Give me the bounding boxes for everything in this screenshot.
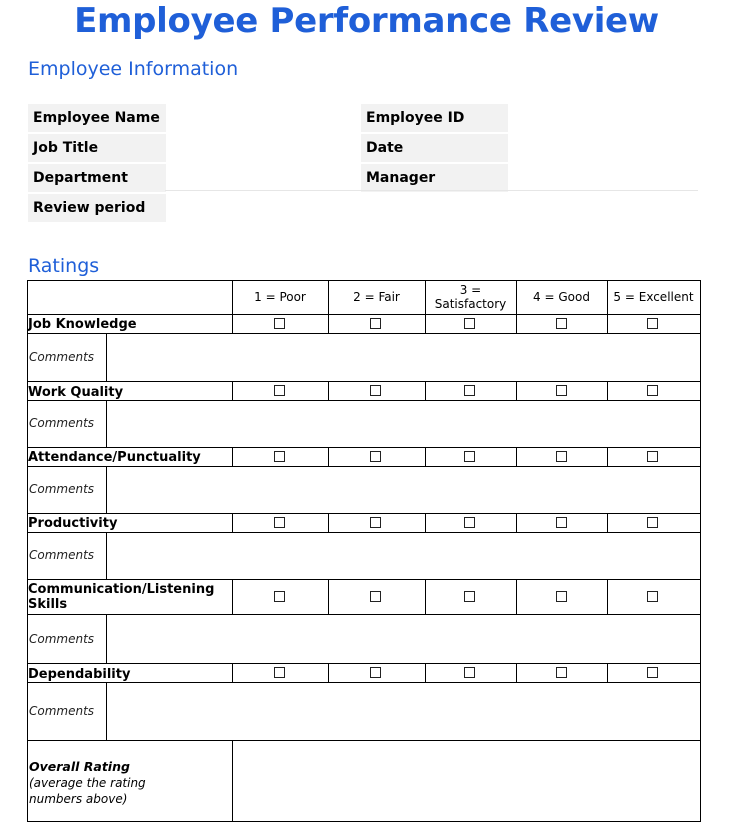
overall-rating-field[interactable]	[233, 742, 699, 820]
table-rule	[607, 579, 608, 614]
table-rule	[328, 447, 329, 466]
table-rule	[27, 740, 700, 741]
comments-field-job-knowledge[interactable]	[107, 334, 699, 381]
label-department: Department	[28, 164, 166, 192]
table-rule	[27, 579, 700, 580]
checkbox-attendance-5[interactable]	[647, 451, 658, 462]
table-rule	[425, 381, 426, 400]
checkbox-dependability-5[interactable]	[647, 667, 658, 678]
table-rule	[232, 381, 233, 400]
table-rule	[328, 579, 329, 614]
checkbox-work-quality-1[interactable]	[274, 385, 285, 396]
comments-label-communication: Comments	[29, 632, 95, 646]
comments-label-attendance: Comments	[29, 482, 95, 496]
table-rule	[27, 663, 700, 664]
table-rule	[425, 447, 426, 466]
table-rule	[27, 280, 28, 822]
checkbox-job-knowledge-1[interactable]	[274, 318, 285, 329]
info-divider	[165, 190, 698, 191]
checkbox-productivity-1[interactable]	[274, 517, 285, 528]
scale-2-header: 2 = Fair	[353, 290, 400, 304]
employee-information-heading: Employee Information	[28, 58, 239, 80]
checkbox-productivity-5[interactable]	[647, 517, 658, 528]
label-employee-name: Employee Name	[28, 104, 166, 132]
comments-field-communication[interactable]	[107, 615, 699, 663]
table-rule	[27, 314, 700, 315]
table-rule	[425, 513, 426, 532]
label-manager: Manager	[361, 164, 508, 192]
criterion-dependability: Dependability	[28, 667, 131, 682]
checkbox-job-knowledge-4[interactable]	[556, 318, 567, 329]
checkbox-job-knowledge-5[interactable]	[647, 318, 658, 329]
checkbox-work-quality-5[interactable]	[647, 385, 658, 396]
table-rule	[328, 381, 329, 400]
table-rule	[516, 663, 517, 682]
scale-1-header: 1 = Poor	[254, 290, 306, 304]
table-rule	[27, 447, 700, 448]
table-rule	[232, 579, 233, 614]
table-rule	[232, 447, 233, 466]
page-title: Employee Performance Review	[74, 1, 659, 41]
scale-3-header: 3 = Satisfactory	[434, 283, 507, 311]
checkbox-dependability-1[interactable]	[274, 667, 285, 678]
checkbox-work-quality-3[interactable]	[464, 385, 475, 396]
checkbox-dependability-4[interactable]	[556, 667, 567, 678]
table-rule	[232, 663, 233, 682]
scale-4-header: 4 = Good	[533, 290, 590, 304]
checkbox-communication-2[interactable]	[370, 591, 381, 602]
table-rule	[232, 513, 233, 532]
comments-label-job-knowledge: Comments	[29, 350, 95, 364]
table-rule	[425, 579, 426, 614]
label-job-title: Job Title	[28, 134, 166, 162]
table-rule	[607, 381, 608, 400]
checkbox-communication-3[interactable]	[464, 591, 475, 602]
table-rule	[516, 447, 517, 466]
checkbox-work-quality-4[interactable]	[556, 385, 567, 396]
label-employee-id: Employee ID	[361, 104, 508, 132]
table-rule	[328, 513, 329, 532]
label-date: Date	[361, 134, 508, 162]
criterion-work-quality: Work Quality	[28, 385, 124, 400]
criterion-attendance: Attendance/Punctuality	[28, 450, 201, 465]
checkbox-attendance-4[interactable]	[556, 451, 567, 462]
checkbox-communication-5[interactable]	[647, 591, 658, 602]
overall-rating-label	[29, 759, 159, 807]
table-rule	[27, 821, 700, 822]
table-rule	[27, 513, 700, 514]
criterion-job-knowledge: Job Knowledge	[28, 317, 137, 332]
table-rule	[607, 513, 608, 532]
checkbox-attendance-2[interactable]	[370, 451, 381, 462]
checkbox-job-knowledge-3[interactable]	[464, 318, 475, 329]
checkbox-attendance-1[interactable]	[274, 451, 285, 462]
checkbox-attendance-3[interactable]	[464, 451, 475, 462]
overall-rating-subtitle: (average the rating numbers above)	[29, 776, 146, 806]
table-rule	[27, 381, 700, 382]
checkbox-work-quality-2[interactable]	[370, 385, 381, 396]
table-rule	[425, 663, 426, 682]
checkbox-productivity-2[interactable]	[370, 517, 381, 528]
comments-field-attendance[interactable]	[107, 467, 699, 513]
checkbox-productivity-3[interactable]	[464, 517, 475, 528]
table-rule	[607, 447, 608, 466]
checkbox-job-knowledge-2[interactable]	[370, 318, 381, 329]
criterion-communication: Communication/Listening Skills	[28, 582, 215, 612]
checkbox-dependability-3[interactable]	[464, 667, 475, 678]
table-rule	[516, 579, 517, 614]
table-rule	[516, 381, 517, 400]
checkbox-dependability-2[interactable]	[370, 667, 381, 678]
criterion-productivity: Productivity	[28, 516, 118, 531]
scale-5-header: 5 = Excellent	[613, 290, 694, 304]
label-review-period: Review period	[28, 194, 166, 222]
comments-label-work-quality: Comments	[29, 416, 95, 430]
ratings-heading: Ratings	[28, 255, 100, 277]
checkbox-communication-4[interactable]	[556, 591, 567, 602]
table-rule	[607, 663, 608, 682]
comments-label-dependability: Comments	[29, 704, 95, 718]
table-rule	[328, 663, 329, 682]
checkbox-productivity-4[interactable]	[556, 517, 567, 528]
comments-field-work-quality[interactable]	[107, 401, 699, 447]
overall-rating-title: Overall Rating	[29, 759, 130, 774]
comments-field-dependability[interactable]	[107, 683, 699, 740]
table-rule	[516, 513, 517, 532]
comments-field-productivity[interactable]	[107, 533, 699, 579]
checkbox-communication-1[interactable]	[274, 591, 285, 602]
comments-label-productivity: Comments	[29, 548, 95, 562]
table-rule	[700, 280, 701, 822]
